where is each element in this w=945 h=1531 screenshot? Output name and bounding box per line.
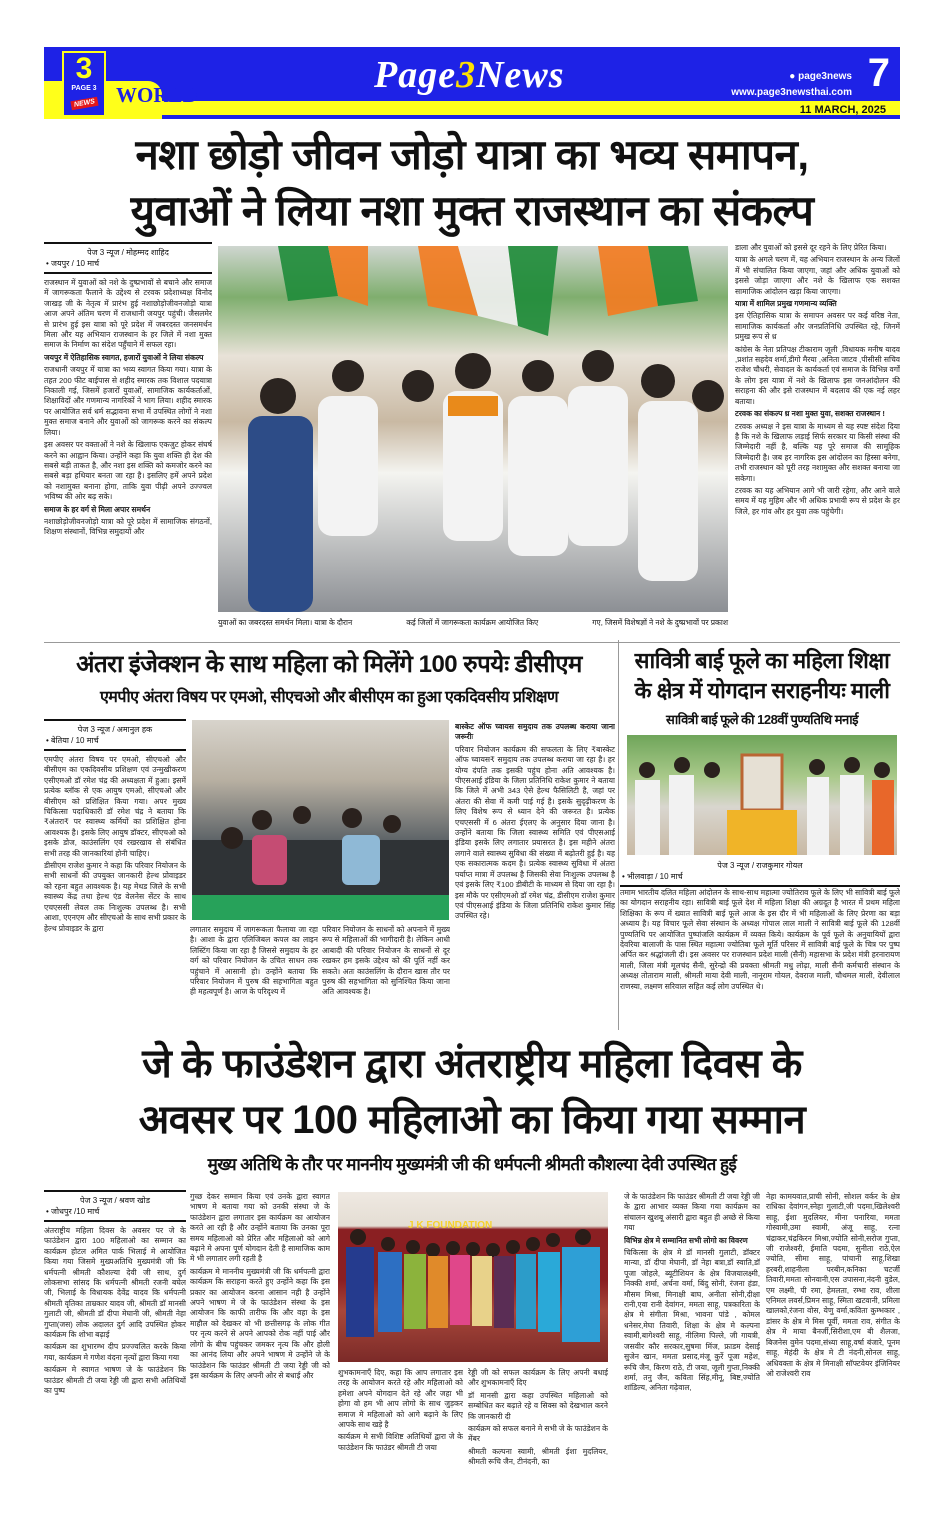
story4-column-4: रेड्डी जी को सफल कार्यक्रम के लिए अपनी बधाई और शुभकामनाएँ दिए डॉ मानसी द्वारा कहा उपस्थित महिलाओ को सम्बोधित कर बढ़ाते रहे व सिक्स को देखभाल करने कि जानकारी दी कार्यक्रम को सफल बनाने मे सभी जे के फाउंडेशन के मेंबर श्रीमती कल्पना स्वामी, श्रीमती ईशा मुदलियर, श्रीमती रूचि जैन, टीनंदनी, का: [468, 1368, 608, 1467]
story3-body: तमाम भारतीय दलित महिला आंदोलन के साथ-साथ महात्मा ज्योतिराव फूले के लिए भी सावित्री बाई फूले का योगदान सराहनीय रहा। सावित्री बाई फूले देश में महिला शिक्षा की अग्रदूत है भारत में प्रथम महिला शिक्षिका के रूप में ख्यात सावित्री बाई फूले आज के इस दौर में भी महिलाओं के लिए प्रेरणा का बड़ा अध्याय है। यह विचार फूले सेवा संस्थान के अध्यक्ष गोपाल लाल माली ने सावित्री बाई फूले की 128वीं पुण्यतिथि पर आयोजित पुष्पांजलि कार्यक्रम में व्यक्त किये। कार्यक्रम के पूर्व फूले के अनुयायियों द्वारा देवरिया बालाजी के पास स्थित महात्मा ज्योतिबा फूले मूर्ति परिसर में सावित्री बाई फूले के चित्र पर पुष्प अर्पित कर श्रद्धांजली दी। इस अवसर पर राजस्थान प्रदेश माली (सैनी) महासभा के प्रदेश मंत्री हरनारायण माली, जिला मंत्री मूलचंद सैनी, सुरेन्द्रो की प्रवक्ता श्रीमती मधु लोढ़ा, माली सैनी कर्मचारी संस्थान के अध्यक्ष तोताराम माली, श्रीमती माया देवी माली, नानूराम गोयल, देवराज माली, चौथमल माली, देवीलाल राणस्या, लक्ष्मण सरिवाल सहित कई लोग उपस्थित थे।: [620, 888, 900, 991]
training-illustration: [192, 720, 449, 920]
tribute-illustration: [627, 735, 897, 855]
story2-column-1: एमपीए अंतरा विषय पर एमओ, सीएचओ और बीसीएम का एकदिवसीय प्रशिक्षण एवं उन्मुखीकरण एसीएमओ डॉ रमेश चंद्र की अध्यक्षता में हुआ। इसमें प्रत्येक ब्लॉक से एक आयुष एमओ, सीएचओ और बीसीएम को प्रशिक्षित किया गया। अपर मुख्य चिकित्सा पदाधिकारी डॉ रमेश चंद्र ने बताया कि ₹अंतरा₹ पर स्वास्थ्य कर्मियों का प्रशिक्षित होना आवश्यक है। इसके लिए आयुष डॉक्टर, सीएचओ को इसके डोज, काउंसलिंग एवं रखरखाव से संबंधित सभी तरह की जानकारियां होनी चाहिए। डीसीएम राजेश कुमार ने कहा कि परिवार नियोजन के सभी साधनों की उपयुक्त जानकारी हेल्थ प्रोवाइडर को रहना बहुत आवश्यक है। यह मेथड जिले के सभी स्वास्थ्य केंद्र तथा हेल्थ एंड वेलनेस सेंटर के साथ एचएससी लेवल तक निःशुल्क उपलब्ध है। सभी आशा, एएनएम और सीएचओ के साथ सभी प्रकार के हेल्थ प्रोवाइडर के द्वारा: [44, 755, 186, 933]
felicitation-photo: [338, 1192, 608, 1362]
photo-banner-text: J K FOUNDATION: [408, 1220, 493, 1231]
story2-subhead: एमपीए अंतरा विषय पर एमओ, सीएचओ और बीसीएम का हुआ एकदिवसीय प्रशिक्षण: [99, 689, 559, 706]
page3-logo: [62, 51, 106, 117]
rally-illustration: [218, 246, 728, 612]
story1-column-left: राजस्थान में युवाओं को नशे के दुष्प्रभावों से बचाने और समाज में जागरूकता फैलाने के उद्देश्य से टरवक प्रदेशाध्यक्ष विनोद जाखड़ जी के नेतृत्व में प्रारंभ हुई नशाछोड़ोजीवनजोड़ो यात्रा आज अपने अंतिम चरण में राजधानी जयपुर पहुंची। जैसलमेर से प्रारंभ हुई इस यात्रा को पूरे प्रदेश में जबरदस्त जनसमर्थन मिला और यह अभियान राजस्थान के हर जिले में नशा मुक्त समाज के निर्माण का संदेश पहुँचाने में सफल रहा। जयपुर में ऐतिहासिक स्वागत, हजारों युवाओं ने लिया संकल्प राजधानी जयपुर में यात्रा का भव्य स्वागत किया गया। यात्रा के तहत 200 फीट बाईपास से शहीद स्मारक तक विशाल पदयात्रा निकाली गई, जिसमें हजारों युवाओं, सामाजिक कार्यकर्ताओं, शिक्षाविदों और गणमान्य नागरिकों ने भाग लिया। शहीद स्मारक पर आयोजित सर्व धर्म सद्भावना सभा में उपस्थित लोगों ने नशा मुक्त समाज बनाने और युवाओं को जागरूक करने का संकल्प लिया। इस अवसर पर वक्ताओं ने नशे के खिलाफ एकजुट होकर संघर्ष करने का आह्वान किया। उन्होंने कहा कि युवा शक्ति ही देश की सबसे बड़ी ताकत है, और नशा इस शक्ति को कमजोर करने का सबसे बड़ा हथियार बनता जा रहा है। इसलिए हमें अपने प्रदेश को नशामुक्त बनाना होगा, ताकि युवा पीढ़ी अपने उज्ज्वल भविष्य की ओर बढ़ सके। समाज के हर वर्ग से मिला अपार समर्थन नशाछोड़ोजीवनजोड़ो यात्रा को पूरे प्रदेश में सामाजिक संगठनों, शिक्षण संस्थानों, विभिन्न समुदायों और: [44, 278, 212, 537]
column-divider: [618, 640, 619, 1030]
story2-column-2: लगातार समुदाय में जागरूकता फैलाया जा रहा है। आशा के द्वारा एलिजिबल कपल का लाइन लिस्टिंग किया जा रहा है जिससे समुदाय के हर वर्ग को परिवार नियोजन के उचित साधन तक पहुंचाने में आसानी हो। उन्होंने बताया कि परिवार नियोजन में पुरुष की सहभागिता बहुत ही महत्वपूर्ण है। आज के परिदृश्य में: [190, 925, 318, 997]
rally-photo: [218, 246, 728, 612]
story3-headline-line-1: सावित्री बाई फूले का महिला शिक्षा: [634, 648, 890, 673]
story2-column-4: बास्केट ऑफ च्वायस समुदाय तक उपलब्ध कराया जाना जरूरीः परिवार नियोजन कार्यक्रम की सफलता के लिए ₹बास्केट ऑफ च्वायस₹ समुदाय तक उपलब्ध कराया जा रहा है। हर योग्य दंपति तक इसकी पहुंच होना अति आवश्यक है। पीएसआई इंडिया के जिला प्रतिनिधि राकेश कुमार ने बताया कि जिले में अभी 343 ऐसे हेल्थ फैसिलिटी है, जहां पर अंतरा की सेवा में कमी पाई गई है। इसके सुदृढ़ीकरण के लिए विशेष रूप से ध्यान देने की जरूरत है। प्रत्येक एचएससी में 6 अंतरा ईएलए के अनुसार दिया जाना है। उन्होंने बताया कि जिला स्वास्थ्य समिति एवं पीएसआई इंडिया इसके लिए लगातार प्रयासरत है। इस महीने अंतरा लगाने वाले स्वास्थ्य सुविधा की संख्या में बढ़ोतरी हुई है। यह एक सकारात्मक कदम है। प्रत्येक स्वास्थ्य सुविधा में अंतरा पर्याप्त मात्रा में उपलब्ध है जिसकी सेवा निःशुल्क उपलब्ध है एवं इसके लिए ₹100 डीबीटी के माध्यम से दिया जा रहा है। इस मौके पर एसीएमओ डॉ रमेश चंद्र, डीसीएम राजेश कुमार एवं पीएसआई इंडिया के जिला प्रतिनिधि राकेश कुमार सिंह उपस्थित रहे।: [455, 722, 615, 921]
story1-column-right: डाला और युवाओं को इससे दूर रहने के लिए प्रेरित किया। यात्रा के अगले चरण में, यह अभियान राजस्थान के अन्य जिलों में भी संचालित किया जाएगा, जहां और अधिक युवाओं को इससे जोड़ा जाएगा और नशे के खिलाफ एक सशक्त सामाजिक आंदोलन खड़ा किया जाएगा। यात्रा में शामिल प्रमुख गणमान्य व्यक्ति इस ऐतिहासिक यात्रा के समापन अवसर पर कई वरिष्ठ नेता, सामाजिक कार्यकर्ता और जनप्रतिनिधि उपस्थित रहे, जिनमें प्रमुख रूप से थ्र कांग्रेस के नेता प्रतिपक्ष टीकाराम जूली ,विधायक मनीष यादव ,प्रशांत सहदेव शर्मा,डीगो मैरया ,अनिता जाटव ,पीसीसी सचिव राजेश चौधरी, सेवादल के कार्यकर्ता एवं समाज के विभिन्न वर्गों के लोग इस यात्रा में नशे के खिलाफ इस जनआंदोलन की सराहना की और इसे राजस्थान में बदलाव की एक नई लहर बताया। टरवक का संकल्प थ्र नशा मुक्त युवा, सशक्त राजस्थान ! टरवक अध्यक्ष ने इस यात्रा के माध्यम से यह स्पष्ट संदेश दिया है कि नशे के खिलाफ लड़ाई सिर्फ सरकार या किसी संस्था की जिम्मेदारी नहीं है, बल्कि यह पूरे समाज की सामूहिक जिम्मेदारी है। जब हर नागरिक इस आंदोलन का हिस्सा बनेगा, तभी राजस्थान को पूरी तरह नशामुक्त और सशक्त बनाया जा सकेगा। टरवक का यह अभियान आगे भी जारी रहेगा, और आने वाले समय में यह मुहिम और भी अधिक प्रभावी रूप से प्रदेश के हर जिले, हर गांव और हर युवा तक पहुंचेगी।: [735, 243, 900, 516]
byline: पेज 3 न्यूज / मोहम्मद शाहिद • जयपुर / 10 मार्च: [44, 242, 212, 274]
issue-date: 11 MARCH, 2025: [799, 104, 886, 116]
story4-column-6: नेहा कामयवात,प्राची सोनी, सोशल वर्कर के क्षेत्र राधिका देवांगन,स्नेहा गुलाटी,जी पदमा,खिलेश्वरी साहू, ईशा मुदलियर, मीना पनारिया, ममता गोस्वामी,उमा स्वामी, अंजू साहू, रत्ना चंद्राकर,चंद्रकिरन मिश्रा,ज्योति सोनी,सरोज गुप्ता, जी राजेश्वरी, ईमाति पदमा, सुनीता राठे,ऐल ज्योति, सीमा साहू, पांचानी साहू,शिखा हरबरी,शाहनीला परबीन,कनिका चटर्जी तिवारी,ममता सोनवानी,एस उपासना,नंदनी वुडेल, एम लक्ष्मी, पी रमा, हेमलता, रम्भा राव, शीला एनिमल लवर्स,प्रिमन साहू, स्मिता खटवानी, प्रमिला खालको,रंजना वोस, येणु वर्मा,कविता कुम्भकार , डांसर के क्षेत्र मे मिस पूर्वी, ममता राव, संगीत के क्षेत्र मे माया बैनर्जी,सिरीशा,एम बी शैलजा, बिजनेस वुमेन पदमा,संध्या साहू,वर्षा बंजारे, पूनम साहू, मेहंदी के क्षेत्र मे टी नंदनी,सोनल साहू, अधिवक्ता के क्षेत्र मे मिनाक्षी सॉफ्टवेयर इंजिनियर ओ राजेश्वरी राव: [766, 1192, 900, 1378]
felicitation-illustration: [338, 1192, 608, 1362]
byline: पेज 3 न्यूज / अमानुल हक • बेतिया / 10 मार्च: [44, 719, 186, 751]
logo-text: PAGE 3: [71, 85, 97, 92]
story2-headline: अंतरा इंजेक्शन के साथ महिला को मिलेंगे 100 रुपयेः डीसीएम: [76, 651, 582, 678]
social-handle: ● page3news: [789, 71, 852, 82]
byline: पेज 3 न्यूज / श्रवण खोड • जोधपुर /10 मार्च: [44, 1190, 186, 1222]
masthead: [44, 47, 900, 119]
story2-column-3: परिवार नियोजन के साधनों को अपनाने में मुख्य रूप से महिलाओं की भागीदारी है। लेकिन आधी आबादी की परिवार नियोजन के साधनों से दूर रखकर हम इसके उद्देश्य को की पूर्ति नहीं कर सकते। अतः काउंसलिंग के दौरान खास तौर पर पुरुष की सहभागिता को सुनिश्चित किया जाना अति आवश्यक है।: [322, 925, 450, 997]
story4-column-5: जे के फाउंडेशन कि फाउंडर श्रीमती टी जया रेड्डी जी के द्वारा आभार व्यक्त किया गया कार्यक्रम का संचालन खुशबू अंसारी द्वारा बहुत ही अच्छे से किया गया विभिन्न क्षेत्र मे सम्मानित सभी लोगो का विवरण चिकित्सा के क्षेत्र मे डॉ मानसी गुलाटी, डॉक्टर मान्या, डॉ दीपा मेघानी, डॉ नेहा बत्रा,डॉ स्वाति,डॉ पूजा जोहले, ब्यूटीशियन के क्षेत्र विजयालक्ष्मी, निक्की शर्मा, अर्चना वर्मा, बिंदु सोनी, रंजना हंडा, मौसम मिश्रा, मिनाक्षी बाघ, अनीता सोनी,दीक्षा रानी,एवा रानी देवांगन, ममता साहू, पत्रकारिता के क्षेत्र मे संगीता मिश्रा, भावना पांडे , कोमल धनेसर,मेघा तिवारी, शिक्षा के क्षेत्र मे कल्पना स्वामी,बागेश्वरी साहू, नीलिमा पिल्ले, जी गायत्री, जसवीर कौर सरकार,सुषमा मिंज, फ्राडम देसाई सुजेन खान, ममता प्रसाद,मंजू कुर्रे पूजा महेश, रूचि जैन, किरण राठे, टी जया, जूली गुप्ता,निक्की शर्मा, तनु जैन, कविता सिंह,मीनू, बिष्ट,ज्योति शांडिल्य, अनिता गढ़ेवाल,: [624, 1192, 760, 1393]
story4-headline-line-1: जे के फाउंडेशन द्वारा अंतराष्ट्रीय महिला दिवस के: [142, 1042, 802, 1086]
story4-column-2: गुच्छ देकर सम्मान किया एवं उनके द्वारा स्वागत भाषण मे बताया गया को उनकी संस्था जे के फाउंडेशन द्वारा लगातार इस कार्यक्रम का आयोजन करते आ रही है और उन्होंने बताया कि उनका पूरा समय महिलाओ को प्रेरित और महिलाओ को आगे बढ़ाने मे अपना पूर्ण योगदान देती है सामाजिक काम मे भी लगातार लगी रहती है कार्यक्रम मे माननीय मुख्यमंत्री जी कि धर्मपत्नी द्वारा कार्यक्रम कि सराहना करते हुए उन्होंने कहा कि इस प्रकार का आयोजन करना आसान नही है उन्होंने अपने भाषण मे जे के फाउंडेशन संस्था के इस आयोजन कि काफी तारीफ कि और वहा के इस माहौल को देखकर वो भी छत्तीसगढ़ के लोक गीत पर नृत्य करने से अपने आपको रोक नहीं पाई और लोगो के बीच पहुंचकर जमकर नृत्य कि और होली का आनंद लिया और अपने भाषण मे उन्होंने जे के फाउंडेशन कि फाउंडर श्रीमती टी जया रेड्डी जी को इस कार्यक्रम के लिए अपनी ओर से बधाई और: [190, 1192, 330, 1380]
logo-badge: NEWS: [70, 97, 98, 111]
photo-caption: युवाओं का जबरदस्त समर्थन मिला। यात्रा के दौरान कई जिलों में जागरूकता कार्यक्रम आयोजित किए गए, जिसमें विशेषज्ञों ने नशे के दुष्प्रभावों पर प्रकाश: [218, 618, 728, 627]
story3-subhead: सावित्री बाई फूले की 128वीं पुण्यतिथि मनाई: [666, 712, 858, 727]
training-photo: [192, 720, 449, 920]
divider: [44, 642, 900, 643]
story4-column-3: शुभकामनाएँ दिए, कहा कि आप लगातार इस तरह के आयोजन करते रहे और महिलाओ को हमेशा अपने योगदान देते रहे और जहा भी होगा वो हम भी आप लोगो के साथ जुड़कर समाज मे महिलाओ को आगे बढ़ाने के लिए आपके साथ खड़े है कार्यक्रम मे सभी विशिष्ट अतिथियों द्वारा जे के फाउंडेशन कि फाउंडर श्रीमती टी जया: [338, 1368, 463, 1452]
story4-column-1: अंतराष्ट्रीय महिला दिवस के अवसर पर जे के फाउंडेशन द्वारा 100 महिलाओ का सम्मान का कार्यक्रम होटल अमित पार्क भिलाई मे आयोजित किया गया जिसमे मुख्यअतिथि मुख्यमंत्री जी कि धर्मपत्नी श्रीमती कौशल्या देवी जी साथ, दुर्ग लोकसभा सांसद कि धर्मपत्नी श्रीमती रजनी बघेल जी, भिलाई के विधायक देवेंद्र यादव कि धर्मपत्नी श्रीमती वृतिका ताम्रकार यादव जी, श्रीमती डॉ मानसी गुलाटी जी, श्रीमती डॉ दीपा मेघानी जी, श्रीमती नेहा गुप्ता(जस) लोक अदालत दुर्ग आदि उपस्थित होकर कार्यक्रम कि शोभा बढ़ाई कार्यक्रम का शुभारम्भ दीप प्रज्ज्वलित करके किया गया, कार्यक्रम मे गणेश वंदना नृत्यों द्वारा किया गया कार्यक्रम मे स्वागत भाषण जे के फाउंडेशन कि फाउंडर श्रीमती टी जया रेड्डी जी द्वारा सभी अतिथियों का पुष्प: [44, 1226, 186, 1396]
byline: पेज 3 न्यूज / राजकुमार गोयल • भीलवाड़ा / 10 मार्च: [620, 857, 900, 887]
tribute-photo: [627, 735, 897, 855]
story4-headline-line-2: अवसर पर 100 महिलाओ का किया गया सम्मान: [138, 1098, 806, 1142]
page-number: 7: [867, 51, 890, 95]
logo-number: 3: [75, 52, 93, 85]
story3-headline-line-2: के क्षेत्र में योगदान सराहनीयः माली: [634, 678, 890, 703]
story4-subhead: मुख्य अतिथि के तौर पर माननीय मुख्यमंत्री जी की धर्मपत्नी श्रीमती कौशल्या देवी उपस्थित हुई: [207, 1155, 737, 1174]
headline-1-line-2: युवाओं ने लिया नशा मुक्त राजस्थान का संकल्प: [130, 187, 814, 234]
section-label: WORLD: [116, 83, 198, 107]
headline-1-line-1: नशा छोड़ो जीवन जोड़ो यात्रा का भव्य समापन,: [135, 131, 809, 178]
brand-wordmark: Page3News: [374, 54, 565, 96]
website: www.page3newsthai.com: [731, 87, 852, 98]
